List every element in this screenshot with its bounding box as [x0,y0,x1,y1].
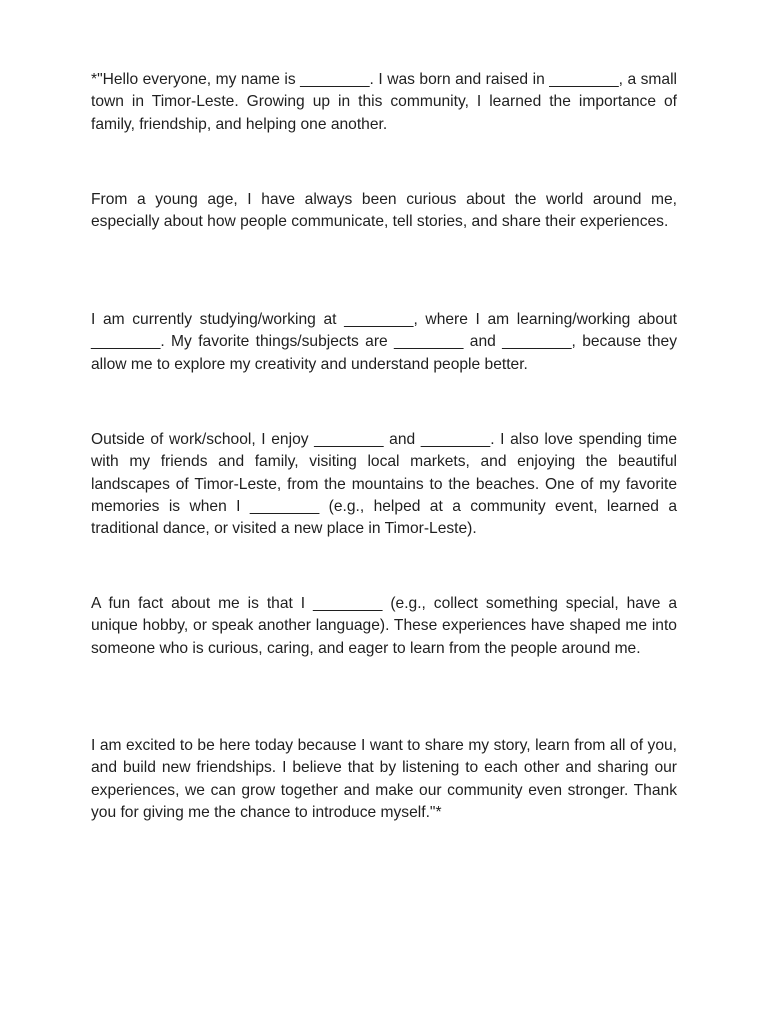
paragraph-fun-fact: A fun fact about me is that I ________ (e.g., collect something special, have a unique hobby, or speak another language). These experiences have shaped me into someone who is curious, caring, and eager to learn from the people around me. [91,595,677,657]
paragraph-hobbies: Outside of work/school, I enjoy ________ and ________. I also love spending time with my friends and family, visiting local markets, and enjoying the beautiful landscapes of Timor-Leste, from the mountains to the beaches. One of my favorite memories is when I ________ (e.g., helped at a community event, learned a traditional dance, or visited a new place in Timor-Leste). [91,431,677,538]
paragraph-studies-work: I am currently studying/working at ________, where I am learning/working about ________. My favorite things/subjects are ________ and ________, because they allow me to explore my creativity and understand people better. [91,311,677,373]
paragraph-curiosity: From a young age, I have always been curious about the world around me, especially about how people communicate, tell stories, and share their experiences. [91,191,677,231]
paragraph-closing: I am excited to be here today because I want to share my story, learn from all of you, and build new friendships. I believe that by listening to each other and sharing our experiences, we can grow together and make our community even stronger. Thank you for giving me the chance to introduce myself."* [91,737,677,821]
paragraph-introduction: *"Hello everyone, my name is ________. I was born and raised in ________, a small town in Timor-Leste. Growing up in this community, I learned the importance of family, friendship, and helping one another. [91,71,677,133]
